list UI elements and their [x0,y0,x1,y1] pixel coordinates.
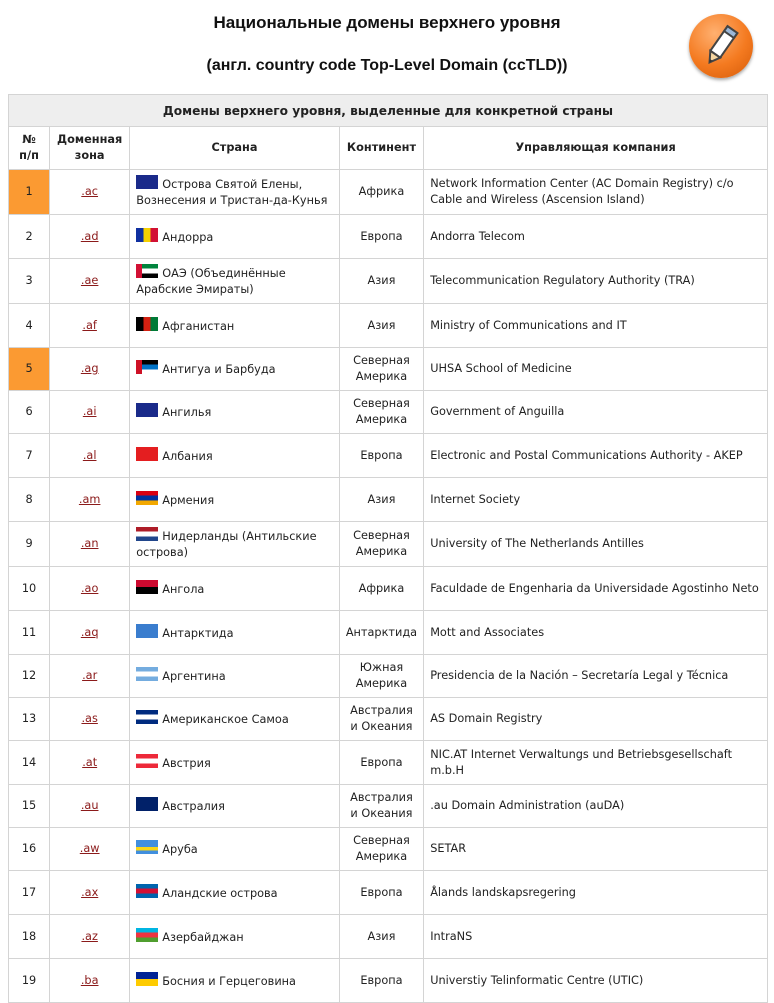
continent-cell: Австралия и Океания [339,698,423,741]
country-cell [130,567,339,611]
row-number: 4 [9,304,50,348]
continent-cell: Европа [339,959,423,1003]
continent-cell: Южная Америка [339,655,423,698]
continent-cell: Европа [339,215,423,259]
country-cell [130,522,339,567]
row-number: 17 [9,871,50,915]
country-cell [130,259,339,304]
flag-icon [136,447,158,461]
continent-cell: Северная Америка [339,828,423,871]
table-row [9,698,768,741]
zone-cell [50,170,130,215]
company-cell: Internet Society [424,478,768,522]
flag-icon [136,228,158,242]
flag-icon [136,928,158,942]
company-cell: Andorra Telecom [424,215,768,259]
zone-link[interactable]: .ba [80,973,99,987]
zone-cell [50,785,130,828]
table-row [9,304,768,348]
country-name: Афганистан [162,319,235,333]
table-row [9,567,768,611]
country-cell [130,304,339,348]
zone-link[interactable]: .ae [80,274,99,287]
row-number: 1 [9,170,50,215]
country-name: Острова Святой Елены, Вознесения и Тристан-да-Кунья [136,178,328,207]
country-cell [130,478,339,522]
row-number: 9 [9,522,50,567]
country-name: Андорра [162,230,214,244]
company-cell: Universtiy Telinformatic Centre (UTIC) [424,959,768,1003]
table-row [9,478,768,522]
col-zone: Доменная зона [50,127,130,170]
col-number: № п/п [9,127,50,170]
continent-cell: Европа [339,434,423,478]
company-cell: Mott and Associates [424,611,768,655]
company-cell: IntraNS [424,915,768,959]
continent-cell: Африка [339,567,423,611]
table-row [9,611,768,655]
zone-link[interactable]: .aq [80,625,99,639]
column-headers [9,127,768,170]
table-row [9,259,768,304]
zone-cell [50,259,130,304]
row-number: 2 [9,215,50,259]
table-row [9,170,768,215]
continent-cell: Антарктида [339,611,423,655]
flag-icon [136,972,158,986]
flag-icon [136,754,158,768]
flag-icon [136,797,158,811]
company-cell: SETAR [424,828,768,871]
country-name: Армения [162,493,215,507]
country-name: Австралия [162,800,225,813]
zone-cell [50,434,130,478]
table-row [9,871,768,915]
row-number: 15 [9,785,50,828]
continent-cell: Северная Америка [339,391,423,434]
company-cell: University of The Netherlands Antilles [424,522,768,567]
zone-cell [50,828,130,871]
zone-cell [50,567,130,611]
zone-link[interactable]: .al [82,448,97,462]
country-cell [130,871,339,915]
row-number: 7 [9,434,50,478]
country-name: Аруба [162,843,198,856]
page-subtitle: (англ. country code Top-Level Domain (ccTLD)) [206,57,568,74]
flag-icon [136,491,158,505]
zone-link[interactable]: .an [80,537,99,550]
table-row [9,655,768,698]
continent-cell: Азия [339,915,423,959]
zone-link[interactable]: .aw [79,842,100,855]
company-cell: NIC.AT Internet Verwaltungs und Betriebsgesellschaft m.b.H [424,741,768,785]
pencil-logo-icon [689,14,753,78]
company-cell: Presidencia de la Nación – Secretaría Legal y Técnica [424,655,768,698]
country-cell [130,959,339,1003]
country-cell [130,785,339,828]
country-name: Албания [162,449,213,463]
company-cell: Faculdade de Engenharia da Universidade Agostinho Neto [424,567,768,611]
zone-cell [50,391,130,434]
zone-cell [50,698,130,741]
zone-link[interactable]: .at [82,755,98,769]
country-cell [130,215,339,259]
flag-icon [136,403,158,417]
page-title: Национальные домены верхнего уровня [213,13,561,32]
country-name: Босния и Герцеговина [162,974,296,988]
zone-link[interactable]: .af [82,318,97,332]
table-row [9,785,768,828]
flag-icon [136,264,158,278]
zone-cell [50,915,130,959]
col-country: Страна [130,127,339,170]
company-cell: UHSA School of Medicine [424,348,768,391]
country-cell [130,611,339,655]
row-number: 14 [9,741,50,785]
country-cell [130,434,339,478]
company-cell: Network Information Center (AC Domain Registry) c/o Cable and Wireless (Ascension Island) [424,170,768,215]
col-company: Управляющая компания [424,127,768,170]
row-number: 8 [9,478,50,522]
zone-link[interactable]: .ad [80,229,99,243]
flag-icon [136,317,158,331]
zone-cell [50,522,130,567]
country-cell [130,741,339,785]
zone-cell [50,304,130,348]
country-cell [130,170,339,215]
company-cell: .au Domain Administration (auDA) [424,785,768,828]
zone-link[interactable]: .au [80,799,99,812]
flag-icon [136,667,158,681]
col-continent: Континент [339,127,423,170]
table-row [9,522,768,567]
zone-link[interactable]: .az [81,929,98,943]
zone-cell [50,871,130,915]
company-cell: Telecommunication Regulatory Authority (TRA) [424,259,768,304]
row-number: 16 [9,828,50,871]
zone-cell [50,348,130,391]
continent-cell: Северная Америка [339,522,423,567]
table-row [9,959,768,1003]
continent-cell: Европа [339,741,423,785]
zone-cell [50,611,130,655]
flag-icon [136,884,158,898]
country-name: Аргентина [162,670,226,683]
country-name: Ангилья [162,406,212,419]
row-number: 10 [9,567,50,611]
row-number: 6 [9,391,50,434]
table-row [9,434,768,478]
country-cell [130,348,339,391]
country-cell [130,828,339,871]
row-number: 5 [9,348,50,391]
row-number: 11 [9,611,50,655]
country-name: Аландские острова [162,886,278,900]
country-name: Ангола [162,582,205,596]
table-row [9,741,768,785]
zone-link[interactable]: .am [78,492,101,506]
country-name: Нидерланды (Антильские острова) [136,530,317,559]
country-name: Антигуа и Барбуда [162,363,276,376]
zone-link[interactable]: .ax [81,885,99,899]
zone-cell [50,478,130,522]
country-name: Антарктида [162,626,234,640]
row-number: 13 [9,698,50,741]
country-name: ОАЭ (Объединённые Арабские Эмираты) [136,267,286,296]
zone-cell [50,741,130,785]
country-cell [130,391,339,434]
continent-cell: Европа [339,871,423,915]
company-cell: AS Domain Registry [424,698,768,741]
continent-cell: Северная Америка [339,348,423,391]
country-name: Австрия [162,756,211,770]
company-cell: Ministry of Communications and IT [424,304,768,348]
country-cell [130,915,339,959]
table-row [9,828,768,871]
flag-icon [136,527,158,541]
continent-cell: Австралия и Океания [339,785,423,828]
flag-icon [136,624,158,638]
zone-cell [50,959,130,1003]
zone-cell [50,655,130,698]
country-name: Азербайджан [162,930,244,944]
zone-link[interactable]: .ao [80,581,99,595]
company-cell: Ålands landskapsregering [424,871,768,915]
row-number: 3 [9,259,50,304]
flag-icon [136,710,158,724]
country-cell [130,698,339,741]
row-number: 19 [9,959,50,1003]
cctld-table [8,94,768,1003]
zone-link[interactable]: .ag [80,362,99,375]
zone-cell [50,215,130,259]
table-row [9,215,768,259]
country-name: Американское Самоа [162,713,289,726]
table-row [9,391,768,434]
country-cell [130,655,339,698]
zone-link[interactable]: .ar [82,669,98,682]
continent-cell: Азия [339,304,423,348]
flag-icon [136,175,158,189]
table-row [9,915,768,959]
table-caption: Домены верхнего уровня, выделенные для конкретной страны [9,95,768,127]
zone-link[interactable]: .ac [81,185,99,198]
row-number: 12 [9,655,50,698]
flag-icon [136,580,158,594]
zone-link[interactable]: .as [81,712,98,725]
continent-cell: Азия [339,478,423,522]
continent-cell: Африка [339,170,423,215]
table-row [9,348,768,391]
continent-cell: Азия [339,259,423,304]
company-cell: Electronic and Postal Communications Authority - AKEP [424,434,768,478]
flag-icon [136,840,158,854]
zone-link[interactable]: .ai [82,405,97,418]
row-number: 18 [9,915,50,959]
flag-icon [136,360,158,374]
company-cell: Government of Anguilla [424,391,768,434]
